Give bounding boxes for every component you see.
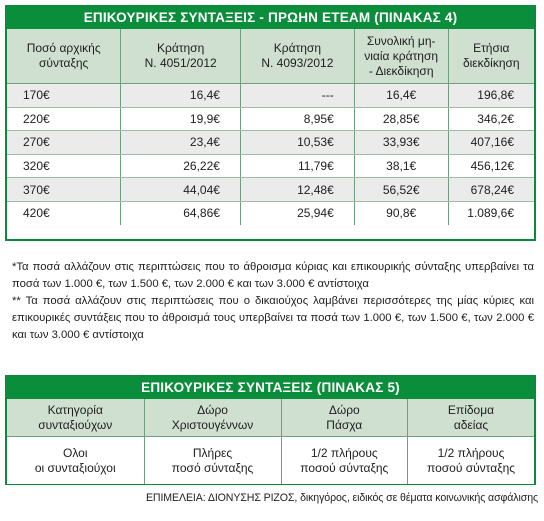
cell-annual: 678,24€	[448, 178, 534, 202]
header-leave-allowance: Επίδομα αδείας	[408, 399, 535, 437]
header-initial-pension: Ποσό αρχικής σύνταξης	[7, 29, 121, 84]
cell-4093: 25,94€	[240, 201, 354, 224]
cell-4093: 12,48€	[240, 178, 354, 202]
cell-4051: 16,4€	[121, 84, 241, 108]
cell-total: 38,1€	[354, 154, 448, 178]
table-row	[7, 107, 534, 131]
cell-initial: 270€	[7, 131, 121, 155]
cell-initial: 370€	[7, 178, 121, 202]
header-deduction-4093: Κράτηση Ν. 4093/2012	[240, 29, 354, 84]
cell-4051: 26,22€	[121, 154, 241, 178]
table5-panel	[5, 375, 536, 485]
header-deduction-4051: Κράτηση Ν. 4051/2012	[121, 29, 241, 84]
cell-4051: 64,86€	[121, 201, 241, 224]
header-total-monthly: Συνολική μη- νιαία κράτηση - Διεκδίκηση	[354, 29, 448, 84]
table5-header-row	[7, 399, 534, 437]
footnote-1: *Τα ποσά αλλάζουν στις περιπτώσεις που το άθροισμα κύριας και επικουρικής σύνταξης υπερβαίνει τα ποσά των 1.000 €, των 1.500 €, των 2.000 € και των 3.000 € αντίστοιχα	[12, 261, 534, 290]
cell-4051: 19,9€	[121, 107, 241, 131]
cell-total: 16,4€	[354, 84, 448, 108]
header-christmas-bonus: Δώρο Χριστουγέννων	[144, 399, 281, 437]
table5	[7, 399, 534, 484]
cell-category: Ολοι οι συνταξιούχοι	[7, 437, 144, 485]
cell-4093: 8,95€	[240, 107, 354, 131]
cell-initial: 220€	[7, 107, 121, 131]
table5-title: ΕΠΙΚΟΥΡΙΚΕΣ ΣΥΝΤΑΞΕΙΣ (ΠΙΝΑΚΑΣ 5)	[7, 377, 534, 399]
credit-line: ΕΠΙΜΕΛΕΙΑ: ΔΙΟΝΥΣΗΣ ΡΙΖΟΣ, δικηγόρος, ειδικός σε θέματα κοινωνικής ασφάλισης	[145, 492, 538, 504]
cell-christmas: Πλήρες ποσό σύνταξης	[144, 437, 281, 485]
header-easter-bonus: Δώρο Πάσχα	[281, 399, 407, 437]
cell-annual: 407,16€	[448, 131, 534, 155]
footnote-2: ** Τα ποσά αλλάζουν στις περιπτώσεις που ο δικαιούχος λαμβάνει περισσότερες της μίας κύριες και επικουρικές συντάξεις που το άθροισμά τους υπερβαίνει τα ποσά των 1.000 €, των 1.500 €, των 2.000 € και των 3.000 € αντίστοιχα	[12, 295, 534, 341]
cell-annual: 456,12€	[448, 154, 534, 178]
cell-4051: 23,4€	[121, 131, 241, 155]
cell-total: 56,52€	[354, 178, 448, 202]
footnotes	[12, 259, 534, 344]
cell-total: 90,8€	[354, 201, 448, 224]
table-row	[7, 154, 534, 178]
cell-total: 28,85€	[354, 107, 448, 131]
table4	[7, 29, 534, 225]
cell-4051: 44,04€	[121, 178, 241, 202]
table-row	[7, 201, 534, 224]
cell-4093: 11,79€	[240, 154, 354, 178]
cell-4093: ---	[240, 84, 354, 108]
table-row	[7, 84, 534, 108]
table-row	[7, 178, 534, 202]
header-category: Κατηγορία συνταξιούχων	[7, 399, 144, 437]
cell-initial: 320€	[7, 154, 121, 178]
table-row	[7, 437, 534, 485]
table4-title: ΕΠΙΚΟΥΡΙΚΕΣ ΣΥΝΤΑΞΕΙΣ - ΠΡΩΗΝ ΕΤΕΑΜ (ΠΙΝΑΚΑΣ 4)	[7, 7, 534, 29]
cell-initial: 170€	[7, 84, 121, 108]
cell-easter: 1/2 πλήρους ποσού σύνταξης	[281, 437, 407, 485]
table-row	[7, 131, 534, 155]
table4-header-row	[7, 29, 534, 84]
cell-annual: 196,8€	[448, 84, 534, 108]
cell-annual: 346,2€	[448, 107, 534, 131]
table4-panel	[5, 5, 536, 241]
cell-annual: 1.089,6€	[448, 201, 534, 224]
cell-leave: 1/2 πλήρους ποσού σύνταξης	[408, 437, 535, 485]
cell-total: 33,93€	[354, 131, 448, 155]
cell-initial: 420€	[7, 201, 121, 224]
cell-4093: 10,53€	[240, 131, 354, 155]
header-annual-claim: Ετήσια διεκδίκηση	[448, 29, 534, 84]
